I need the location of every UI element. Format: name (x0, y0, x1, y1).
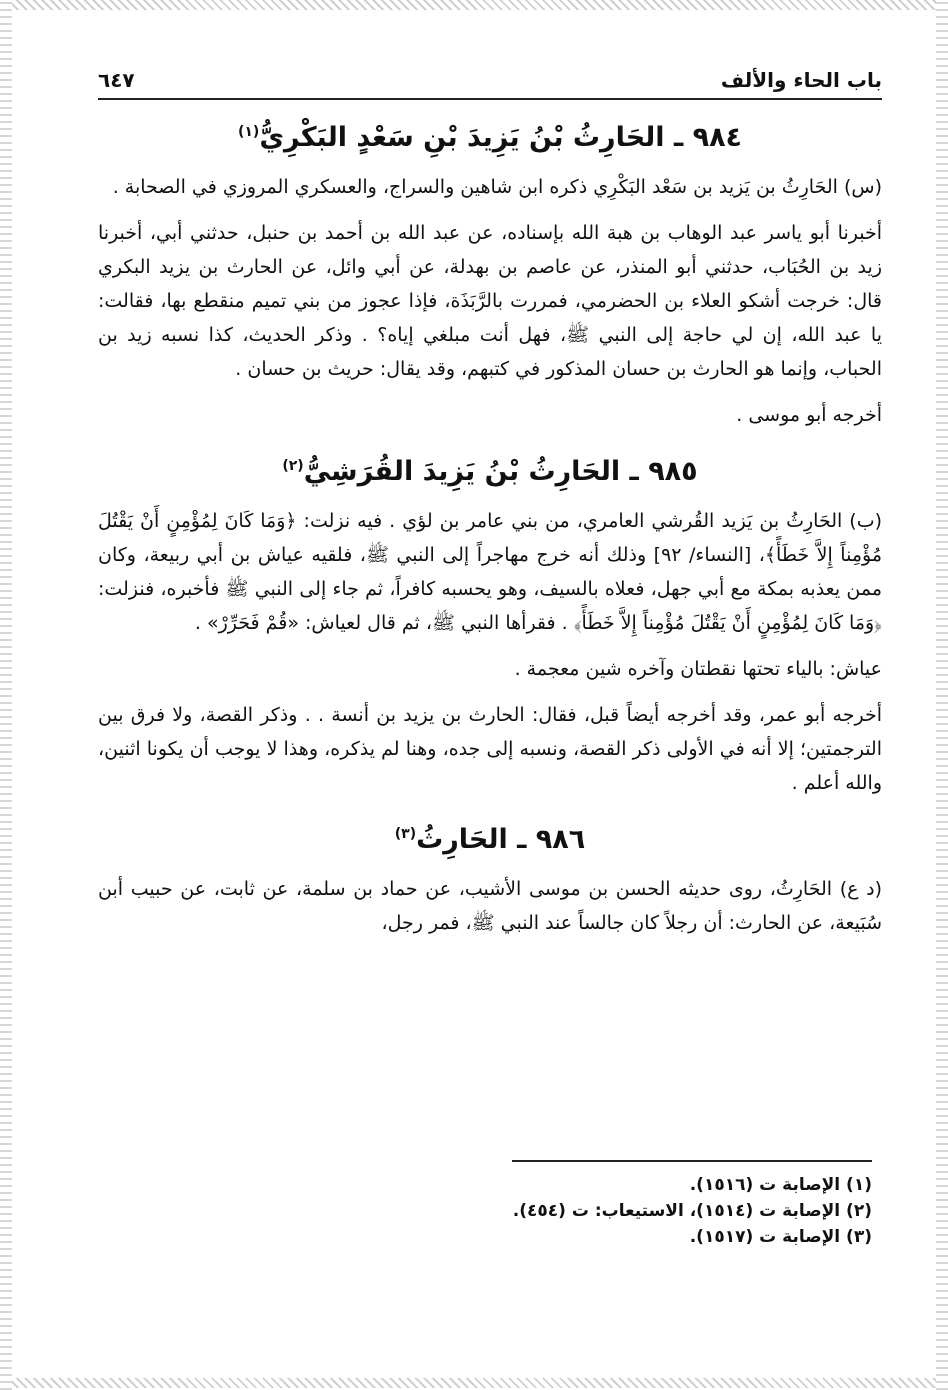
paragraph: أخرجه أبو عمر، وقد أخرجه أيضاً قبل، فقال: الحارث بن يزيد بن أنسة . . وذكر القصة، ولا فرق بين الترجمتين؛ إلا أنه في الأولى ذكر القصة، ونسبه إلى جده، وهنا لم يذكره، وهذا لا يوجب أن يكونا اثنين، والله أعلم . (98, 704, 882, 794)
footnote-marker: (١) (237, 124, 260, 140)
entry-title-985 (98, 444, 882, 494)
entry-title-text: ٩٨٥ ـ الحَارِثُ بْنُ يَزِيدَ القُرَشِيُّ (303, 456, 698, 487)
footnotes (98, 1160, 882, 1250)
paragraph: أخبرنا أبو ياسر عبد الوهاب بن هبة الله بإسناده، عن عبد الله بن أحمد بن حنبل، حدثني أبي، أخبرنا زيد بن الحُبَاب، حدثني أبو المنذر، عن عاصم بن بهدلة، عن أبي وائل، عن الحارث بن يزيد البكري قال: خرجت أشكو العلاء بن الحضرمي، فمررت بالرَّبَذَة، فإذا عجوز من بني تميم منقطع بها، فقالت: يا عبد الله، إن لي حاجة إلى النبي ﷺ، فهل أنت مبلغي إياه؟ . وذكر الحديث، كذا نسبه زيد بن الحباب، وإنما هو الحارث بن حسان المذكور في كتبهم، وقد يقال: حريث بن حسان . (98, 222, 882, 380)
footnote-marker: (٢) (282, 458, 304, 474)
paragraph: (ب) الحَارِثُ بن يَزيد القُرشي العامري، من بني عامر بن لؤي . فيه نزلت: ﴿وَمَا كَانَ لِمُؤْمِنٍ أَنْ يَقْتُلَ مُؤْمِناً إِلاَّ خَطَأً﴾، [النساء/ ٩٢] وذلك أنه خرج مهاجراً إلى النبي ﷺ، فلقيه عياش بن أبي ربيعة، وكان ممن يعذبه بمكة مع أبي جهل، فعلاه بالسيف، وهو يحسبه كافراً، ثم جاء إلى النبي ﷺ فأخبره، فنزلت: ﴿وَمَا كَانَ لِمُؤْمِنٍ أَنْ يَقْتُلَ مُؤْمِناً إِلاَّ خَطَأً﴾ . فقرأها النبي ﷺ، ثم قال لعياش: «قُمْ فَحَرِّرْ» . (98, 510, 882, 634)
entry-title-984 (98, 110, 882, 160)
paragraph: أخرجه أبو موسى . (736, 404, 882, 426)
footnote: (١) الإصابة ت (١٥١٦). (689, 1175, 872, 1195)
footnote-divider (512, 1160, 872, 1162)
paragraph: عياش: بالياء تحتها نقطتان وآخره شين معجمة . (514, 658, 882, 680)
decorative-border-bottom (0, 1378, 948, 1388)
paragraph: (د ع) الحَارِثُ، روى حديثه الحسن بن موسى الأشيب، عن حماد بن سلمة، عن ثابت، عن حبيب أبن سُبَيعة، عن الحارث: أن رجلاً كان جالساً عند النبي ﷺ، فمر رجل، (98, 878, 882, 934)
entry-title-986 (98, 812, 882, 862)
page-number: ٦٤٧ (98, 68, 135, 92)
paragraph: (س) الحَارِثُ بن يَزيد بن سَعْد البَكْرِي ذكره ابن شاهين والسراج، والعسكري المروزي في الصحابة . (112, 176, 882, 198)
decorative-border-left (0, 0, 12, 1390)
entry-title-text: ٩٨٦ ـ الحَارِثُ (416, 824, 586, 855)
book-page (40, 20, 908, 1360)
footnote: (٣) الإصابة ت (١٥١٧). (689, 1227, 872, 1247)
footnote: (٢) الإصابة ت (١٥١٤)، الاستيعاب: ت (٤٥٤). (512, 1201, 872, 1221)
decorative-border-right (936, 0, 948, 1390)
entry-title-text: ٩٨٤ ـ الحَارِثُ بْنُ يَزِيدَ بْنِ سَعْدٍ البَكْرِيُّ (259, 122, 743, 153)
footnote-marker: (٣) (394, 826, 417, 842)
chapter-title: باب الحاء والألف (720, 68, 882, 92)
decorative-border-top (0, 0, 948, 10)
page-body (98, 106, 882, 952)
page-header (98, 58, 882, 100)
